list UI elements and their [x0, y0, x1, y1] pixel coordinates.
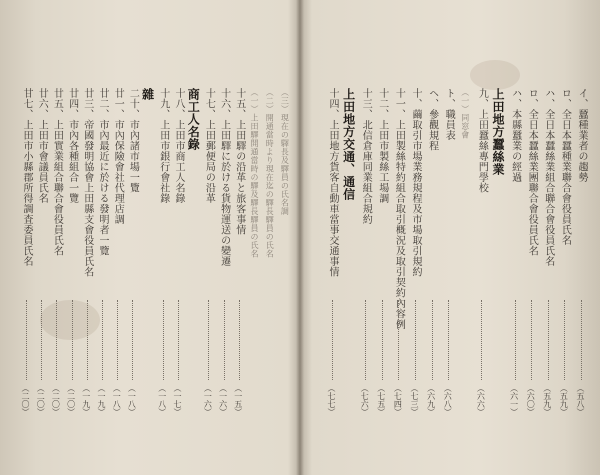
- toc-page-number: （二〇）: [36, 384, 46, 416]
- toc-entry: 廿一、市內保險會社代理店調: [112, 88, 124, 225]
- leader-dots: [564, 300, 565, 380]
- leader-dots: [102, 300, 103, 380]
- toc-entry: ヘ、參觀規程: [426, 88, 438, 151]
- toc-page-number: （六六）: [476, 384, 486, 416]
- toc-entry: （三）現在の驛長及驛員の氏名調: [280, 88, 290, 216]
- leader-dots: [41, 300, 42, 380]
- right-page: [302, 0, 600, 475]
- leader-dots: [448, 300, 449, 380]
- toc-page-number: （七五）: [376, 384, 386, 416]
- toc-page-number: （五八）: [576, 384, 585, 416]
- toc-entry: 二十、市內諸市場一覽: [127, 88, 139, 193]
- leader-dots: [398, 300, 399, 380]
- leader-dots: [365, 300, 366, 380]
- toc-page-number: （六〇）: [526, 384, 536, 416]
- toc-entry: 廿四、市內各種組合一覽: [66, 88, 78, 204]
- toc-page-number: （五九）: [559, 384, 569, 416]
- leader-dots: [56, 300, 57, 380]
- toc-entry: 十二、上田市製絲工場調: [376, 88, 388, 204]
- leader-dots: [432, 300, 433, 380]
- toc-entry: 十八、上田市商工人名錄: [173, 88, 184, 204]
- toc-entry: ハ、本縣蠶業の經過: [509, 88, 521, 183]
- toc-page-number: （一五）: [233, 384, 243, 416]
- toc-entry: 十、繭取引市場業務規程及市場取引規約: [410, 88, 421, 277]
- leader-dots: [208, 300, 209, 380]
- toc-page-number: （二〇）: [51, 384, 61, 416]
- toc-page-number: （一七）: [173, 384, 182, 416]
- toc-page-number: （七六）: [360, 384, 370, 416]
- toc-entry: ト、職員表: [443, 88, 455, 141]
- leader-dots: [382, 300, 383, 380]
- toc-entry: 十九、上田市銀行會社錄: [157, 88, 169, 204]
- toc-entry: 十一、上田製絲特約組合取引概況及取引契約內容例: [393, 88, 405, 330]
- toc-entry: 九、上田蠶絲專門學校: [476, 88, 488, 193]
- toc-entry: 甘七、上田市小縣郡所得調査委員氏名: [21, 88, 32, 267]
- section-heading: 商工人名錄: [186, 88, 201, 151]
- leader-dots: [132, 300, 133, 380]
- toc-entry: 廿六、上田市會議員氏名: [36, 88, 48, 204]
- toc-page-number: （一九）: [97, 384, 106, 416]
- toc-entry: イ、蠶種業者の趨勢: [576, 88, 587, 183]
- toc-entry: 廿五、上田實業組合聯合會役員氏名: [51, 88, 63, 256]
- leader-dots: [163, 300, 164, 380]
- toc-entry: 廿二、市內最近に於ける發明者一覽: [97, 88, 108, 256]
- leader-dots: [224, 300, 225, 380]
- leader-dots: [72, 300, 73, 380]
- toc-entry: 十七、上田郵便局の沿革: [203, 88, 215, 204]
- section-heading: 雜: [140, 88, 155, 101]
- toc-entry: （二）開通當時より現在迄の驛長驛員の氏名: [265, 88, 275, 258]
- toc-page-number: （七三）: [410, 384, 419, 416]
- toc-entry: 廿三、帝國發明協會上田縣支會役員氏名: [81, 88, 93, 277]
- toc-page-number: （七四）: [393, 384, 403, 416]
- toc-page-number: （一八）: [112, 384, 122, 416]
- leader-dots: [415, 300, 416, 380]
- leader-dots: [117, 300, 118, 380]
- leader-dots: [481, 300, 482, 380]
- toc-page-number: （一九）: [81, 384, 91, 416]
- section-heading: 上田地方蠶絲業: [491, 88, 505, 176]
- toc-entry: 十五、上田驛の沿革と旅客事情: [233, 88, 245, 235]
- toc-page-number: （六一）: [509, 384, 519, 416]
- toc-page-number: （二〇）: [21, 384, 30, 416]
- leader-dots: [26, 300, 27, 380]
- toc-page-number: （一六）: [218, 384, 228, 416]
- leader-dots: [581, 300, 582, 380]
- toc-page-number: （一八）: [127, 384, 137, 416]
- leader-dots: [178, 300, 179, 380]
- leader-dots: [531, 300, 532, 380]
- left-page: [0, 0, 298, 475]
- toc-entry: （一）同窓會: [460, 88, 470, 139]
- leader-dots: [239, 300, 240, 380]
- toc-page-number: （六八）: [443, 384, 453, 416]
- toc-page-number: （六九）: [426, 384, 436, 416]
- toc-page-number: （一八）: [157, 384, 167, 416]
- toc-page-number: （五九）: [542, 384, 552, 416]
- toc-entry: ハ、全日本蠶絲業組合聯合會役員氏名: [542, 88, 554, 267]
- leader-dots: [515, 300, 516, 380]
- toc-entry: 十六、上田驛に於ける貨物運送の變遷: [218, 88, 230, 267]
- toc-entry: 十四、上田地方貨客自動車當事交通事情: [327, 88, 338, 277]
- toc-page-number: （一六）: [203, 384, 213, 416]
- leader-dots: [332, 300, 333, 380]
- toc-entry: ロ、全日本蠶種業聯合會役員氏名: [559, 88, 571, 246]
- toc-page-number: （二〇）: [66, 384, 76, 416]
- leader-dots: [87, 300, 88, 380]
- toc-entry: （一）上田驛開通當時の驛及驛長驛員の氏名: [250, 88, 259, 258]
- toc-page-number: （七七）: [327, 384, 336, 416]
- leader-dots: [548, 300, 549, 380]
- toc-entry: ロ、全日本蠶絲業團聯合會役員氏名: [526, 88, 538, 256]
- section-heading: 上田地方交通、通信: [341, 88, 356, 201]
- toc-entry: 十三、北信倉庫同業組合規約: [360, 88, 372, 225]
